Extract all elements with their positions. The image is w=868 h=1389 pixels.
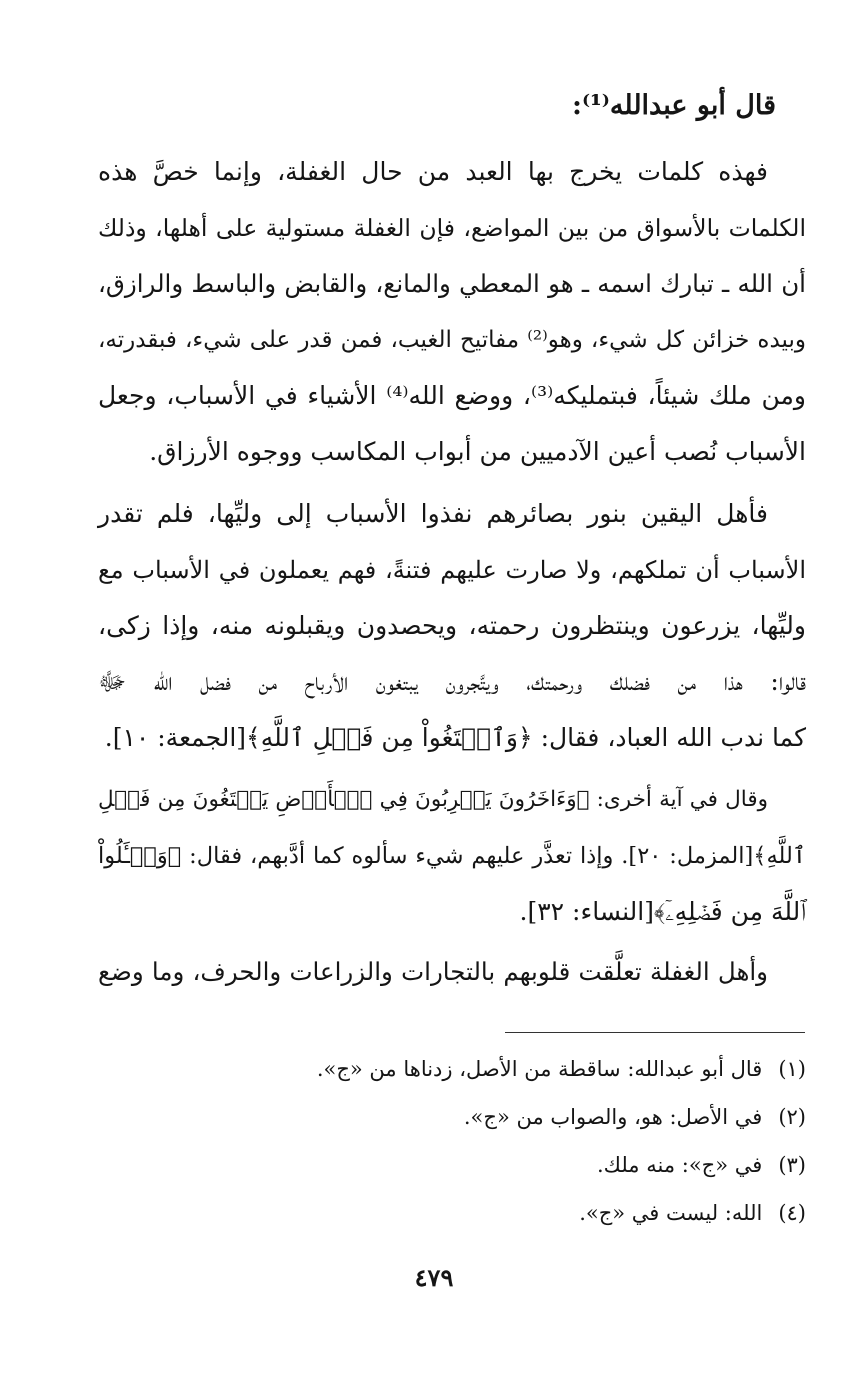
body-line: وأهل الغفلة تعلَّقت قلوبهم بالتجارات والزراعات والحرف، وما وضع	[98, 957, 768, 986]
footnote-separator	[505, 1032, 805, 1033]
section-heading: قال أبو عبدالله⁽¹⁾:	[572, 90, 776, 121]
footnote	[317, 1052, 806, 1086]
body-line: ومن ملك شيئاً، فبتمليكه⁽³⁾، ووضع الله⁽⁴⁾ الأشياء في الأسباب، وجعل	[98, 381, 806, 410]
footnote-number: (٤)	[778, 1201, 806, 1225]
body-line: كما ندب الله العباد، فقال: ﴿وَٱبۡتَغُواْ مِن فَضۡلِ ٱللَّهِ﴾[الجمعة: ١٠].	[104, 723, 806, 752]
footnote	[597, 1148, 806, 1182]
body-line: الأسباب نُصب أعين الآدميين من أبواب المكاسب ووجوه الأرزاق.	[149, 437, 806, 466]
footnote	[464, 1100, 806, 1134]
body-line: وبيده خزائن كل شيء، وهو⁽²⁾ مفاتيح الغيب، فمن قدر على شيء، فبقدرته،	[98, 327, 806, 353]
body-line: قالوا: هذا من فضلك ورحمتك، ويتَّجرون يبتغون الأرباح من فضل الله ﷻ	[98, 667, 806, 696]
footnote-text: في الأصل: هو، والصواب من «ج».	[463, 1105, 763, 1129]
body-line: فأهل اليقين بنور بصائرهم نفذوا الأسباب إلى وليِّها، فلم تقدر	[98, 499, 768, 528]
footnote-number: (٢)	[778, 1105, 806, 1129]
body-line: ٱللَّهَ مِن فَضۡلِهِۦٓ﴾[النساء: ٣٢].	[519, 897, 806, 926]
footnote-text: قال أبو عبدالله: ساقطة من الأصل، زدناها من «ج».	[316, 1057, 763, 1081]
footnote-number: (٣)	[778, 1153, 806, 1177]
page-number: ٤٧٩	[414, 1263, 454, 1292]
footnote	[579, 1196, 806, 1230]
body-line: الكلمات بالأسواق من بين المواضع، فإن الغفلة مستولية على أهلها، وذلك	[98, 214, 806, 242]
body-line: ٱللَّهِ﴾[المزمل: ٢٠]. وإذا تعذَّر عليهم شيء سألوه كما أدَّبهم، فقال: ﴿وَسۡـَٔلُواْ	[98, 843, 806, 869]
body-line: وليِّها، يزرعون وينتظرون رحمته، ويحصدون ويقبلونه منه، وإذا زكى،	[98, 611, 806, 640]
body-line: وقال في آية أخرى: ﴿وَءَاخَرُونَ يَضۡرِبُونَ فِي ٱلۡأَرۡضِ يَبۡتَغُونَ مِن فَضۡلِ	[98, 787, 768, 812]
footnote-text: الله: ليست في «ج».	[579, 1201, 763, 1225]
body-line: فهذه كلمات يخرج بها العبد من حال الغفلة، وإنما خصَّ هذه	[98, 157, 768, 186]
body-line: أن الله ـ تبارك اسمه ـ هو المعطي والمانع، والقابض والباسط والرازق،	[98, 269, 806, 298]
footnote-number: (١)	[778, 1057, 806, 1081]
footnote-text: في «ج»: منه ملك.	[596, 1153, 763, 1177]
body-line: الأسباب أن تملكهم، ولا صارت عليهم فتنةً، فهم يعملون في الأسباب مع	[98, 556, 806, 584]
